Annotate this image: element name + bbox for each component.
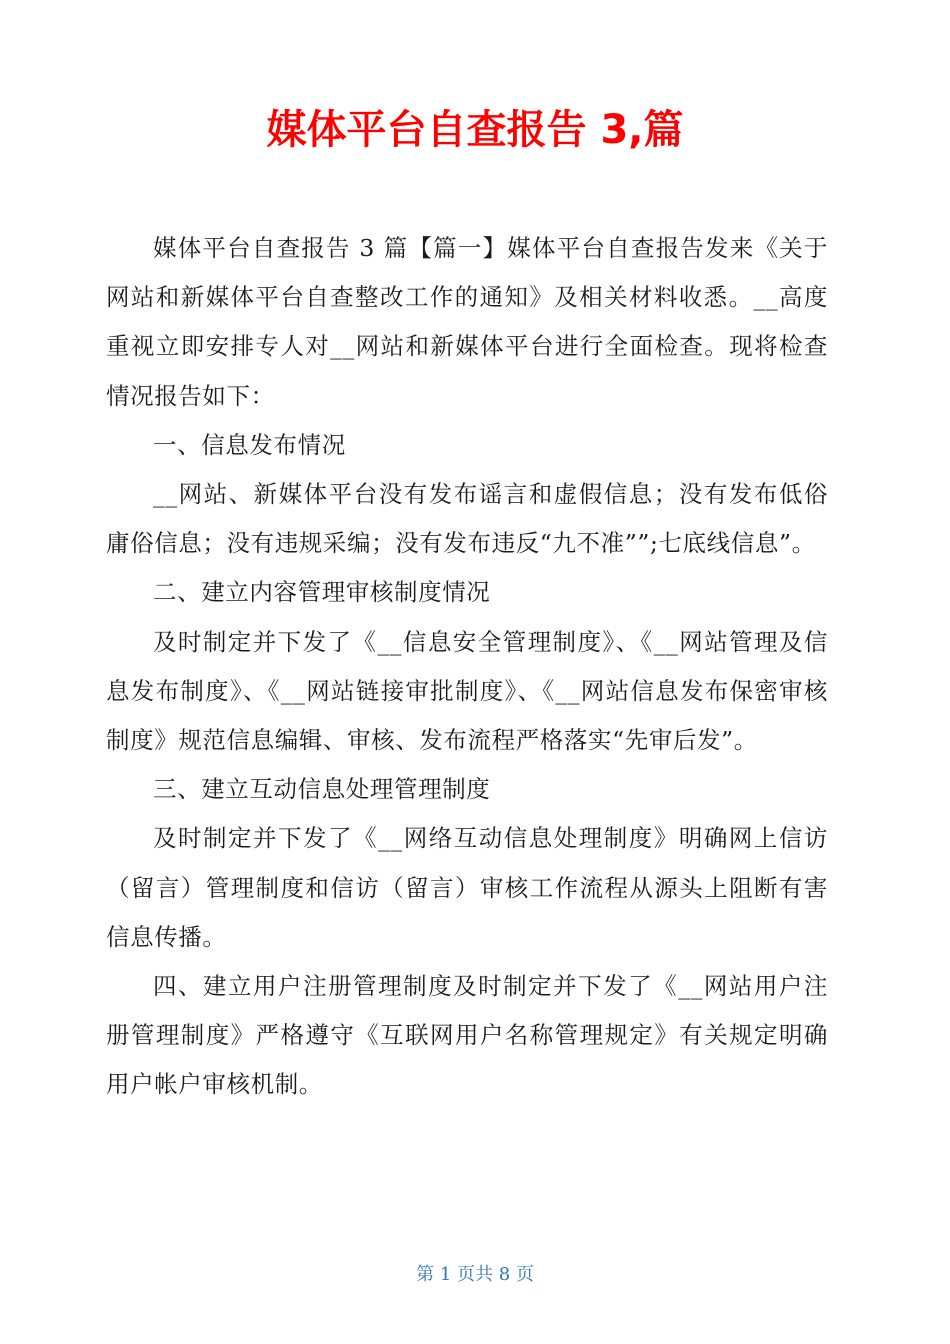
page-number-footer: 第 1 页共 8 页	[416, 1264, 534, 1285]
paragraph-intro: 媒体平台自查报告 3 篇【篇一】媒体平台自查报告发来《关于网站和新媒体平台自查整改工作的通知》及相关材料收悉。__高度重视立即安排专人对__网站和新媒体平台进行全面检查。现将检查情况报告如下：	[106, 234, 828, 410]
document-body	[106, 224, 828, 1110]
section-heading-2: 二、建立内容管理审核制度情况	[153, 578, 491, 607]
section-heading-1: 一、信息发布情况	[153, 430, 346, 459]
paragraph-section-2: 及时制定并下发了《__信息安全管理制度》、《__网站管理及信息发布制度》、《__网站链接审批制度》、《__网站信息发布保密审核制度》规范信息编辑、审核、发布流程严格落实“先审后发”。	[106, 627, 828, 755]
document-title: 媒体平台自查报告 3,篇	[266, 107, 684, 153]
section-heading-3: 三、建立互动信息处理管理制度	[153, 775, 491, 804]
paragraph-section-3: 及时制定并下发了《__网络互动信息处理制度》明确网上信访（留言）管理制度和信访（留言）审核工作流程从源头上阻断有害信息传播。	[106, 824, 828, 951]
paragraph-section-1: __网站、新媒体平台没有发布谣言和虚假信息；没有发布低俗庸俗信息；没有违规采编；没有发布违反“九不准””;七底线信息”。	[106, 480, 828, 558]
paragraph-section-4: 四、建立用户注册管理制度及时制定并下发了《__网站用户注册管理制度》严格遵守《互联网用户名称管理规定》有关规定明确用户帐户审核机制。	[106, 972, 828, 1099]
